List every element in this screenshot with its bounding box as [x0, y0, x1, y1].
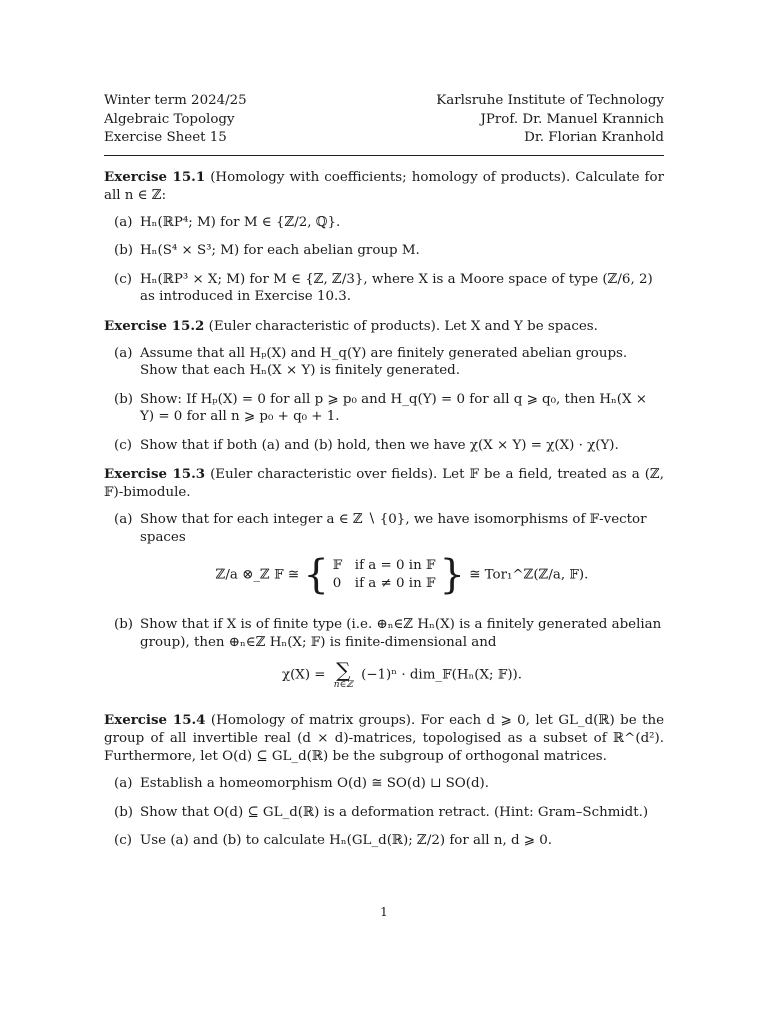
display-equation-euler: χ(X) = ∑ n∈ℤ (−1)ⁿ · dim_𝔽(Hₙ(X; 𝔽)). — [281, 658, 523, 690]
exercise-title: Exercise 15.1 — [104, 168, 206, 185]
header-left — [104, 92, 247, 148]
header-right — [436, 92, 664, 148]
list-item: (c) Use (a) and (b) to calculate Hₙ(GL_d(ℝ); ℤ/2) for all n, d ⩾ 0. — [114, 833, 553, 848]
exercise-intro: (Euler characteristic of products). Let X and Y be spaces. — [208, 318, 598, 334]
list-item: (a) Show that for each integer a ∈ ℤ ∖ {0}, we have isomorphisms of 𝔽-vector spaces ℤ/a ⊗_ℤ 𝔽 ≅ { 𝔽 if a = 0 in 𝔽 0 if a ≠ 0 in 𝔽 } ≅ Tor₁^ℤ(ℤ/a, 𝔽). — [114, 511, 664, 605]
exercise-intro: (Homology of matrix groups). For each d ⩾ 0, let GL_d(ℝ) be the group of all invertible real (d × d)-matrices, topologised as a subset of ℝ^(d²). Furthermore, let O(d) ⊆ GL_d(ℝ) be the subgroup of orthogonal matrices. — [104, 713, 665, 764]
exercise-title: Exercise 15.3 — [104, 466, 206, 482]
term: Winter term 2024/25 — [104, 93, 247, 108]
exercise-title: Exercise 15.4 — [104, 712, 206, 728]
list-item: (a) Hₙ(ℝP⁴; M) for M ∈ {ℤ/2, ℚ}. — [114, 214, 341, 230]
sheet-header — [104, 92, 664, 148]
list-item: (a) Assume that all Hₚ(X) and H_q(Y) are finitely generated abelian groups. Show that each Hₙ(X × Y) is finitely generated. — [114, 345, 628, 378]
list-item: (b) Show that O(d) ⊆ GL_d(ℝ) is a deformation retract. (Hint: Gram–Schmidt.) — [114, 804, 649, 820]
list-item: (c) Show that if both (a) and (b) hold, then we have χ(X × Y) = χ(X) · χ(Y). — [114, 437, 619, 453]
list-item: (b) Show: If Hₚ(X) = 0 for all p ⩾ p₀ and H_q(Y) = 0 for all q ⩾ q₀, then Hₙ(X × Y) = 0 for all n ⩾ p₀ + q₀ + 1. — [114, 391, 648, 424]
institution: Karlsruhe Institute of Technology — [436, 93, 664, 108]
list-item: (b) Show that if X is of finite type (i.e. ⊕ₙ∈ℤ Hₙ(X) is a finitely generated abelian group), then ⊕ₙ∈ℤ Hₙ(X; 𝔽) is finite-dimensional and χ(X) = ∑ n∈ℤ (−1)ⁿ · dim_𝔽(Hₙ(X; 𝔽)). — [114, 616, 664, 700]
list-item: (c) Hₙ(ℝP³ × X; M) for M ∈ {ℤ, ℤ/3}, where X is a Moore space of type (ℤ/6, 2) as introduced in Exercise 10.3. — [114, 271, 653, 304]
sheet-number: Exercise Sheet 15 — [104, 130, 227, 145]
exercise-15-1 — [104, 168, 664, 306]
sum-operator: ∑ n∈ℤ — [333, 658, 353, 690]
assistant: Dr. Florian Kranhold — [524, 130, 664, 145]
page-number: 1 — [380, 905, 388, 919]
header-rule — [104, 155, 664, 156]
course: Algebraic Topology — [104, 111, 235, 127]
exercise-15-2 — [104, 317, 664, 455]
exercise-intro: (Homology with coefficients; homology of products). Calculate for all n ∈ ℤ: — [104, 169, 664, 203]
lecturer: JProf. Dr. Manuel Krannich — [480, 111, 664, 127]
list-item: (a) Establish a homeomorphism O(d) ≅ SO(d) ⊔ SO(d). — [114, 776, 490, 791]
exercise-sheet — [104, 92, 664, 861]
list-item: (b) Hₙ(S⁴ × S³; M) for each abelian group M. — [114, 243, 420, 258]
display-equation-tensor: ℤ/a ⊗_ℤ 𝔽 ≅ { 𝔽 if a = 0 in 𝔽 0 if a ≠ 0 in 𝔽 } ≅ Tor₁^ℤ(ℤ/a, 𝔽). — [215, 552, 589, 598]
exercise-15-3 — [104, 465, 664, 700]
case-distinction: { 𝔽 if a = 0 in 𝔽 0 if a ≠ 0 in 𝔽 } — [303, 552, 465, 598]
exercise-intro: (Euler characteristic over fields). Let 𝔽 be a field, treated as a (ℤ, 𝔽)-bimodule. — [104, 467, 665, 500]
exercise-title: Exercise 15.2 — [104, 317, 205, 334]
exercise-15-4 — [104, 711, 664, 850]
